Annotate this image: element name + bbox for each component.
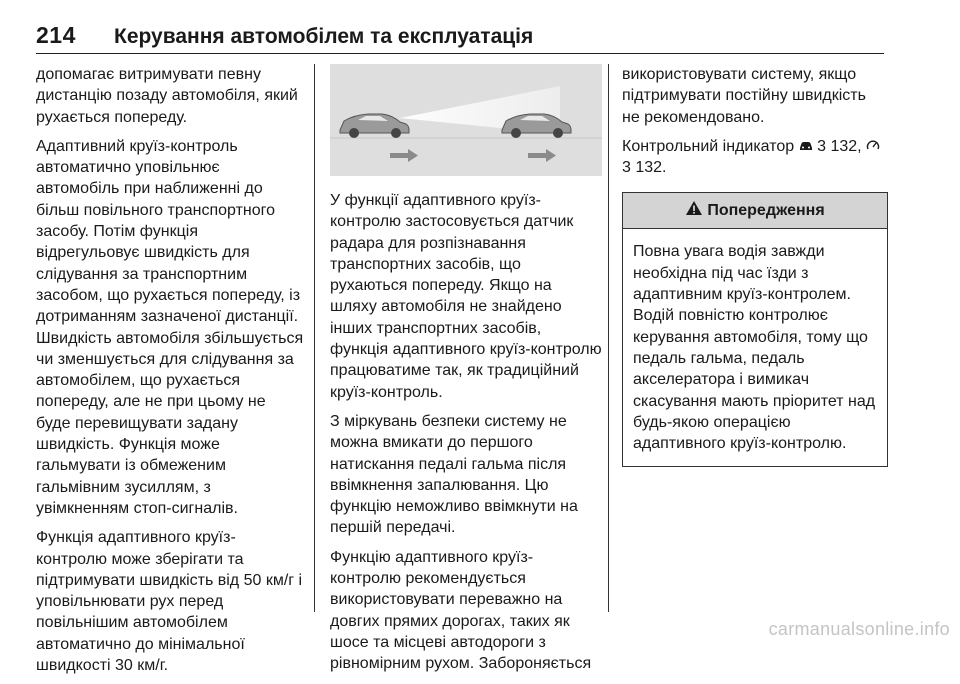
radar-diagram: [330, 64, 602, 176]
indicator-label: Контрольний індикатор: [622, 137, 795, 155]
cross-reference-arrow: 3: [622, 159, 631, 177]
paragraph: Функцію адаптивного круїз-контролю рекомендується використовувати переважно на довгих прямих дорогах, таких як шосе та місцеві автодороги з рівномірним рухом. Забороняється: [330, 548, 592, 673]
cross-reference-arrow: 3: [817, 137, 826, 155]
text-column-3: [622, 64, 888, 467]
warning-triangle-icon: [685, 200, 703, 221]
column-divider: [608, 64, 609, 612]
page-reference[interactable]: 132.: [635, 159, 667, 177]
indicator-reference: [622, 136, 888, 179]
watermark: carmanualsonline.info: [768, 619, 950, 639]
cruise-control-indicator-icon: [866, 136, 880, 157]
column-divider: [314, 64, 315, 612]
paragraph: Адаптивний круїз-контроль автоматично уповільнює автомобіль при наближенні до більш повільного транспортного засобу. Потім функція відрегульовує швидкість для слідування за транспортним засобом, що рухається попереду, із дотриманням зазначеної дистанції. Швидкість автомобіля збільшується чи зменшується для слідування за автомобілем, що рухається попереду, але не при цьому не буде перевищувати задану швидкість. Функція може гальмувати із обмеженим гальмівним зусиллям, з увімкненням стоп-сигналів.: [36, 137, 304, 517]
page-reference[interactable]: 132,: [830, 137, 862, 155]
warning-box: [622, 192, 888, 467]
text-column-1: [36, 64, 304, 684]
paragraph: Функція адаптивного круїз-контролю може зберігати та підтримувати швидкість від 50 км/г і уповільнювати рух перед повільнішим автомобілем автоматично до мінімальної швидкості 30 км/г.: [36, 529, 303, 675]
paragraph: У функції адаптивного круїз-контролю застосовується датчик радара для розпізнавання транспортних засобів, що рухаються попереду. Якщо на шляху автомобіля не знайдено інших транспортних засобів, функція адаптивного круїз-контролю працюватиме так, як традиційний круїз-контроль.: [330, 192, 602, 401]
page-number: 214: [36, 22, 76, 48]
warning-title: Попередження: [707, 202, 825, 220]
page-header: [36, 24, 884, 54]
paragraph: використовувати систему, якщо підтримувати постійну швидкість не рекомендовано.: [622, 66, 866, 126]
paragraph: З міркувань безпеки систему не можна вмикати до першого натискання педалі гальма після ввімкнення запалювання. Цю функцію неможливо ввімкнути на першій передачі.: [330, 412, 578, 537]
paragraph: допомагає витримувати певну дистанцію позаду автомобіля, який рухається попереду.: [36, 66, 298, 126]
text-column-2: [330, 64, 602, 683]
warning-text: Повна увага водія завжди необхідна під час їзди з адаптивним круїз-контролем. Водій повністю контролює керування автомобіля, тому що педаль гальма, педаль акселератора і вимикач скасування мають пріоритет над будь-якою операцією адаптивного круїз-контролю.: [633, 243, 876, 453]
chapter-title: Керування автомобілем та експлуатація: [114, 25, 534, 48]
acc-radar-illustration: [330, 64, 602, 176]
warning-header: [623, 193, 887, 229]
car-ahead-indicator-icon: [799, 136, 813, 157]
